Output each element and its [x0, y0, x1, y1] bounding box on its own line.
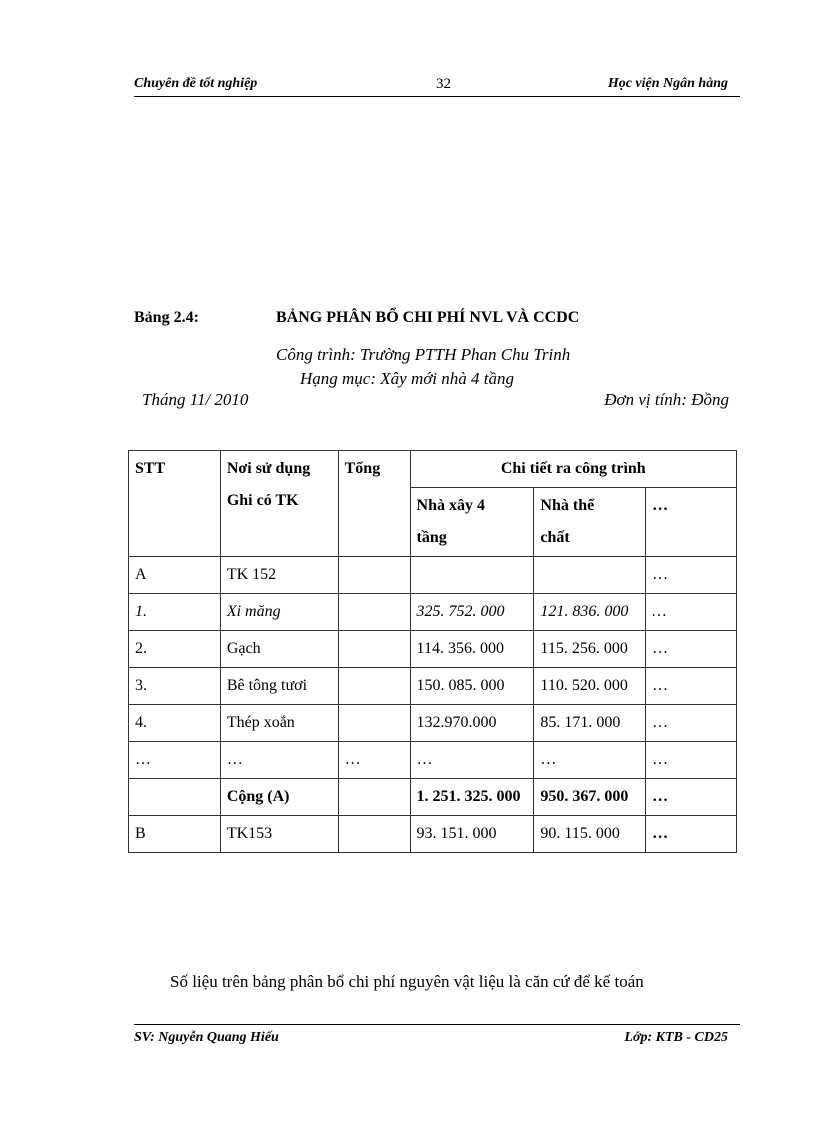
header-stt: STT	[129, 451, 221, 557]
header-chi-tiet: Chi tiết ra công trình	[410, 451, 736, 488]
cell-nha-xay: 150. 085. 000	[410, 668, 534, 705]
header-nha-xay-line2: tầng	[416, 529, 447, 546]
cell-other: …	[646, 668, 737, 705]
cell-nha-the-chat: 121. 836. 000	[534, 594, 646, 631]
cell-other: …	[646, 631, 737, 668]
cell-other: …	[646, 705, 737, 742]
header-noi-su-dung	[220, 451, 338, 557]
cell-nha-the-chat: 85. 171. 000	[534, 705, 646, 742]
cell-name: Gạch	[220, 631, 338, 668]
table-row-total	[129, 779, 737, 816]
table-row	[129, 631, 737, 668]
cell-other: …	[646, 594, 737, 631]
table-row	[129, 742, 737, 779]
table-row	[129, 594, 737, 631]
footer-left: SV: Nguyễn Quang Hiếu	[134, 1030, 279, 1045]
cell-other: …	[646, 816, 737, 853]
cell-nha-the-chat: 90. 115. 000	[534, 816, 646, 853]
cell-stt: 1.	[129, 594, 221, 631]
header-other: …	[646, 488, 737, 557]
header-tong: Tổng	[338, 451, 410, 557]
header-nha-xay	[410, 488, 534, 557]
cell-other: …	[646, 742, 737, 779]
cell-nha-xay: 114. 356. 000	[410, 631, 534, 668]
cell-tong	[338, 594, 410, 631]
cell-stt: A	[129, 557, 221, 594]
body-paragraph: Số liệu trên bảng phân bổ chi phí nguyên vật liệu là căn cứ để kế toán	[170, 972, 644, 991]
cell-nha-the-chat	[534, 557, 646, 594]
table-row	[129, 816, 737, 853]
header-nha-xay-line1: Nhà xây 4	[416, 497, 485, 514]
cell-name: Bê tông tươi	[220, 668, 338, 705]
table-label: Bảng 2.4:	[134, 309, 199, 326]
cell-nha-xay	[410, 557, 534, 594]
header-divider	[134, 96, 740, 97]
page-number: 32	[436, 76, 451, 92]
cell-name: Thép xoắn	[220, 705, 338, 742]
cell-stt: 3.	[129, 668, 221, 705]
cell-nha-xay: 132.970.000	[410, 705, 534, 742]
header-ghi-co: Ghi có TK	[226, 492, 299, 509]
cell-nha-the-chat: 110. 520. 000	[534, 668, 646, 705]
cell-tong	[338, 816, 410, 853]
header-left: Chuyên đề tốt nghiệp	[134, 76, 258, 91]
hang-muc: Hạng mục: Xây mới nhà 4 tầng	[300, 369, 514, 388]
header-nha-the-chat-line2: chất	[540, 529, 570, 546]
header-nha-the-chat	[534, 488, 646, 557]
table-row	[129, 705, 737, 742]
header-row	[129, 451, 737, 488]
table-title: BẢNG PHÂN BỔ CHI PHÍ NVL VÀ CCDC	[276, 309, 580, 326]
cell-nha-xay: …	[410, 742, 534, 779]
cell-stt: 4.	[129, 705, 221, 742]
header-right: Học viện Ngân hàng	[607, 76, 728, 91]
cell-tong	[338, 631, 410, 668]
cell-tong	[338, 779, 410, 816]
cell-nha-xay: 325. 752. 000	[410, 594, 534, 631]
header-nha-the-chat-line1: Nhà thể	[540, 497, 595, 514]
cell-nha-the-chat: 115. 256. 000	[534, 631, 646, 668]
cell-nha-xay: 1. 251. 325. 000	[410, 779, 534, 816]
cell-stt: 2.	[129, 631, 221, 668]
cell-stt: …	[129, 742, 221, 779]
thang: Tháng 11/ 2010	[142, 390, 249, 409]
cell-tong	[338, 557, 410, 594]
cell-tong	[338, 705, 410, 742]
header-noi-su-dung-line1: Nơi sử dụng	[226, 460, 311, 477]
cell-name: Cộng (A)	[220, 779, 338, 816]
cell-other: …	[646, 779, 737, 816]
cell-name: Xi măng	[220, 594, 338, 631]
cell-tong: …	[338, 742, 410, 779]
allocation-table	[128, 450, 737, 853]
cell-name: TK 152	[220, 557, 338, 594]
cell-nha-xay: 93. 151. 000	[410, 816, 534, 853]
cell-other: …	[646, 557, 737, 594]
cell-name: …	[220, 742, 338, 779]
table-row	[129, 668, 737, 705]
cell-name: TK153	[220, 816, 338, 853]
cell-nha-the-chat: 950. 367. 000	[534, 779, 646, 816]
footer-right: Lớp: KTB - CD25	[624, 1030, 728, 1045]
cell-stt	[129, 779, 221, 816]
don-vi-tinh: Đơn vị tính: Đồng	[604, 390, 729, 409]
cong-trinh: Công trình: Trường PTTH Phan Chu Trinh	[276, 345, 571, 364]
cell-nha-the-chat: …	[534, 742, 646, 779]
cell-tong	[338, 668, 410, 705]
footer-divider	[134, 1024, 740, 1025]
table-row	[129, 557, 737, 594]
cell-stt: B	[129, 816, 221, 853]
